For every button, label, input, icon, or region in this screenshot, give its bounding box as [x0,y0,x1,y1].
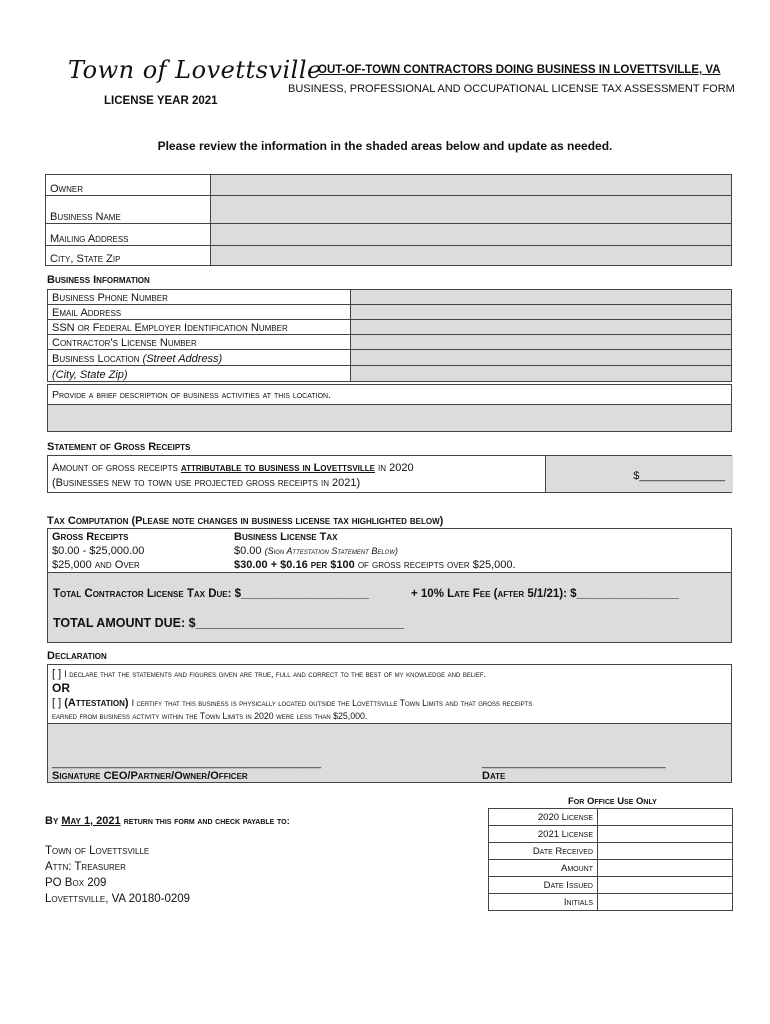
gross-receipts-line2: (Businesses new to town use projected gross receipts in 2021) [52,477,361,489]
gross-receipts-col-header: Gross Receipts [52,531,129,543]
gross-receipts-box [47,455,732,493]
office-row-label: Initials [489,894,598,911]
form-title: OUT-OF-TOWN CONTRACTORS DOING BUSINESS IN LOVETTSVILLE, VA [318,64,721,76]
street-address-hint: (Street Address) [142,353,223,365]
gross-receipts-prefix: Amount of gross receipts [52,462,178,474]
attestation-statement-a: I certify that this business is physically located outside the Lovettsville Town Limits and that gross receipts [131,698,533,708]
owner-table [45,174,732,266]
date-label: Date [482,770,506,782]
tier2-tax-rest: of gross receipts over $25,000. [357,559,516,571]
tier2-tax-rate: $30.00 + $0.16 per $100 [234,559,355,571]
return-by-prefix: By [45,815,59,827]
office-use-heading: For Office Use Only [568,796,657,807]
declaration-checkbox[interactable]: [ ] [52,668,62,680]
business-location-field[interactable] [351,350,732,366]
email-label: Email Address [48,305,351,320]
or-text: OR [52,681,70,695]
office-row-field [598,843,733,860]
office-row-field [598,877,733,894]
tier2-tax [234,559,516,571]
tier1-tax-amount: $0.00 [234,545,262,557]
return-by-text [45,815,290,827]
tax-table-box [47,528,732,572]
city-state-zip-label: City, State Zip [46,246,211,266]
tier2-receipts: $25,000 and Over [52,559,140,571]
ssn-fein-label: SSN or Federal Employer Identification Number [48,320,351,335]
office-row-field [598,860,733,877]
tier1-tax [234,545,398,557]
business-name-label: Business Name [46,196,211,224]
license-year: LICENSE YEAR 2021 [104,95,218,107]
tier1-receipts: $0.00 - $25,000.00 [52,545,145,557]
description-box [47,384,732,432]
city-state-zip-field[interactable] [211,246,732,266]
address-line: Attn: Treasurer [45,861,126,873]
tier1-tax-note: (Sign Attestation Statement Below) [264,546,398,556]
business-location-text: Business Location [52,353,140,365]
signature-box [47,723,732,783]
email-field[interactable] [351,305,732,320]
phone-label: Business Phone Number [48,290,351,305]
tax-computation-heading: Tax Computation (Please note changes in business license tax highlighted below) [47,515,444,527]
description-prompt: Provide a brief description of business activities at this location. [52,389,332,401]
contractor-license-field[interactable] [351,335,732,350]
gross-receipts-line1 [52,462,414,474]
phone-field[interactable] [351,290,732,305]
gross-receipts-emphasis: attributable to business in Lovettsville [180,462,375,474]
office-row-field [598,809,733,826]
office-row-label: 2021 License [489,826,598,843]
office-row-field [598,826,733,843]
business-name-field[interactable] [211,196,732,224]
signature-line[interactable]: ____________________________________________ [52,757,322,769]
address-line: Lovettsville, VA 20180-0209 [45,893,191,905]
location-city-field[interactable] [351,366,732,382]
city-state-zip-hint: (City, State Zip) [52,369,128,381]
address-line: Town of Lovettsville [45,845,150,857]
return-by-date: May 1, 2021 [61,815,121,827]
office-row-label: 2020 License [489,809,598,826]
business-info-heading: Business Information [47,274,150,286]
gross-receipts-amount: $______________ [633,470,725,482]
address-line: PO Box 209 [45,877,107,889]
gross-receipts-amount-field[interactable] [545,456,733,492]
mailing-address-label: Mailing Address [46,224,211,246]
mailing-address-block [45,843,190,907]
gross-receipts-suffix: in 2020 [378,462,414,474]
declaration-statement: I declare that the statements and figures given are true, full and correct to the best of my knowledge and belief. [64,669,487,679]
city-state-zip-hint-cell [48,366,351,382]
attestation-label: (Attestation) [64,697,129,709]
total-amount-due[interactable]: TOTAL AMOUNT DUE: $______________________________ [53,616,405,630]
business-info-table [47,289,732,382]
form-subtitle: BUSINESS, PROFESSIONAL AND OCCUPATIONAL LICENSE TAX ASSESSMENT FORM [288,83,735,95]
office-row-field [598,894,733,911]
late-fee[interactable]: + 10% Late Fee (after 5/1/21): $________________ [411,588,679,600]
description-field[interactable] [48,404,731,431]
mailing-address-field[interactable] [211,224,732,246]
attestation-line1 [52,697,532,709]
gross-receipts-heading: Statement of Gross Receipts [47,441,191,453]
owner-field[interactable] [211,175,732,196]
return-by-suffix: return this form and check payable to: [123,816,290,827]
declaration-heading: Declaration [47,650,107,662]
license-tax-col-header: Business License Tax [234,531,338,543]
total-tax-due[interactable]: Total Contractor License Tax Due: $____________________ [53,588,369,600]
business-location-label [48,350,351,366]
signature-label: Signature CEO/Partner/Owner/Officer [52,770,248,782]
ssn-fein-field[interactable] [351,320,732,335]
tax-total-box [47,572,732,643]
office-use-table [488,808,733,911]
office-row-label: Date Issued [489,877,598,894]
declaration-box [47,664,732,723]
town-logo: Town of Lovettsville [68,56,322,84]
office-row-label: Amount [489,860,598,877]
owner-label: Owner [46,175,211,196]
attestation-statement-b: earned from business activity within the Town Limits in 2020 were less than $25,000. [52,711,368,721]
date-line[interactable]: ______________________________ [482,757,666,769]
contractor-license-label: Contractor's License Number [48,335,351,350]
instruction-text: Please review the information in the shaded areas below and update as needed. [157,139,613,153]
attestation-checkbox[interactable]: [ ] [52,697,62,709]
declaration-line1 [52,668,486,680]
office-row-label: Date Received [489,843,598,860]
